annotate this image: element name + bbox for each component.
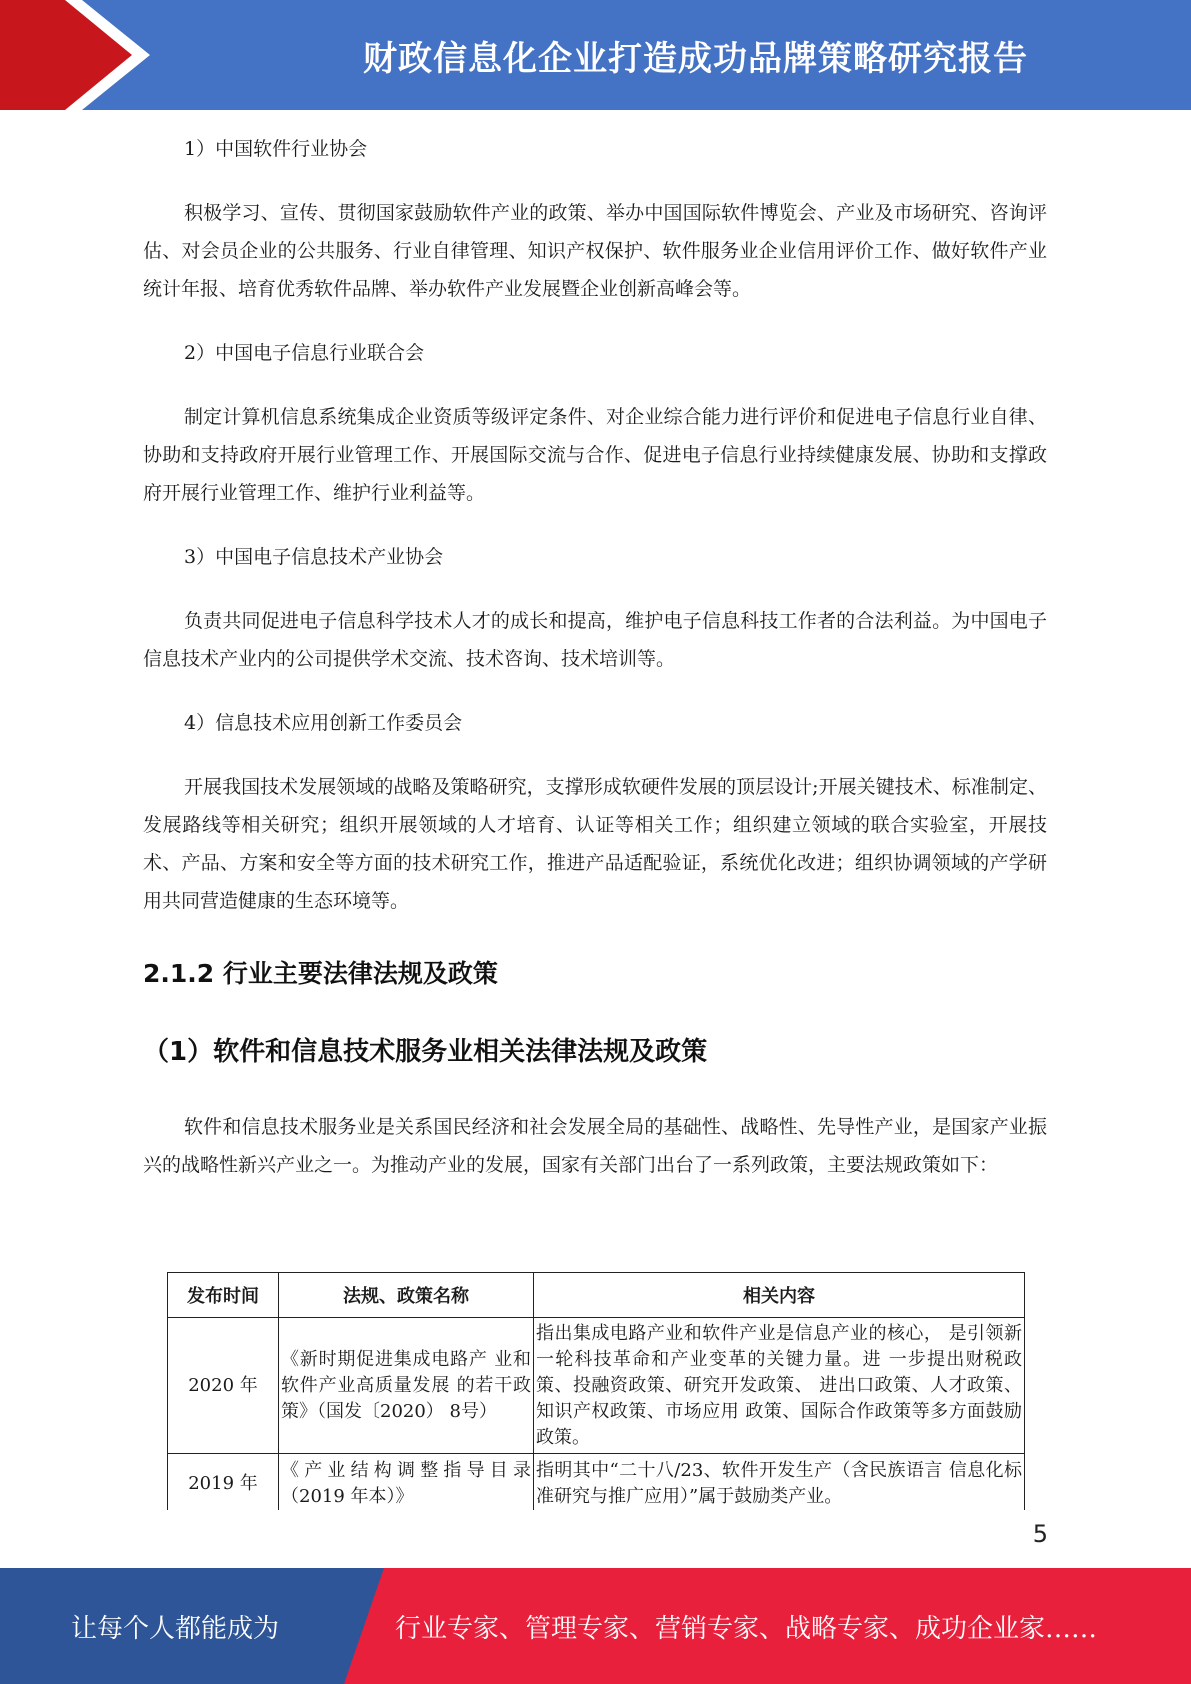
subsection-heading: （1）软件和信息技术服务业相关法律法规及政策 <box>143 1037 708 1067</box>
section-heading: 2.1.2 行业主要法律法规及政策 <box>143 959 498 988</box>
org3-title: 3）中国电子信息技术产业协会 <box>184 546 444 568</box>
org2-title: 2）中国电子信息行业联合会 <box>184 342 425 364</box>
header-content: 相关内容 <box>534 1273 1025 1318</box>
org3-body: 负责共同促进电子信息科学技术人才的成长和提高，维护电子信息科技工作者的合法利益。为中国电子信息技术产业内的公司提供学术交流、技术咨询、技术培训等。 <box>143 610 1047 670</box>
page-bottom-mask <box>150 1510 1050 1540</box>
footer-slogan-right: 行业专家、管理专家、营销专家、战略专家、成功企业家…… <box>395 1613 1098 1644</box>
table-header-row <box>168 1273 1025 1318</box>
policy-table <box>167 1272 1025 1514</box>
header-name: 法规、政策名称 <box>279 1273 534 1318</box>
row-year: 2019 年 <box>168 1454 279 1514</box>
org1-body: 积极学习、宣传、贯彻国家鼓励软件产业的政策、举办中国国际软件博览会、产业及市场研究、咨询评估、对会员企业的公共服务、行业自律管理、知识产权保护、软件服务业企业信用评价工作、做好软件产业统计年报、培育优秀软件品牌、举办软件产业发展暨企业创新高峰会等。 <box>143 202 1047 300</box>
org2-body: 制定计算机信息系统集成企业资质等级评定条件、对企业综合能力进行评价和促进电子信息行业自律、协助和支持政府开展行业管理工作、开展国际交流与合作、促进电子信息行业持续健康发展、协助和支撑政府开展行业管理工作、维护行业利益等。 <box>143 406 1047 504</box>
footer-slogan-left: 让每个人都能成为 <box>70 1613 279 1644</box>
header-year: 发布时间 <box>168 1273 279 1318</box>
row-year: 2020 年 <box>168 1318 279 1454</box>
page-number: 5 <box>1032 1520 1048 1548</box>
header-arrow-decoration <box>0 0 200 110</box>
org1-title: 1）中国软件行业协会 <box>184 138 368 160</box>
row-policy-name: 《产业结构调整指导目录（2019 年本）》 <box>279 1454 534 1514</box>
org4-body: 开展我国技术发展领域的战略及策略研究，支撑形成软硬件发展的顶层设计;开展关键技术、标准制定、发展路线等相关研究；组织开展领域的人才培育、认证等相关工作；组织建立领域的联合实验室，开展技术、产品、方案和安全等方面的技术研究工作，推进产品适配验证，系统优化改进；组织协调领域的产学研用共同营造健康的生态环境等。 <box>143 776 1047 912</box>
row-content: 指明其中“二十八/23、软件开发生产（含民族语言 信息化标准研究与推广应用）”属于鼓励类产业。 <box>534 1454 1025 1514</box>
row-content: 指出集成电路产业和软件产业是信息产业的核心， 是引领新一轮科技革命和产业变革的关键力量。进 一步提出财税政策、投融资政策、研究开发政策、 进出口政策、人才政策、知识产权政策、市场应用 政策、国际合作政策等多方面鼓励政策。 <box>534 1318 1025 1454</box>
table-row <box>168 1454 1025 1514</box>
report-title: 财政信息化企业打造成功品牌策略研究报告 <box>363 38 1028 79</box>
main-content <box>143 130 1047 1184</box>
table-row <box>168 1318 1025 1454</box>
org4-title: 4）信息技术应用创新工作委员会 <box>184 712 463 734</box>
footer-banner <box>0 1568 1191 1684</box>
row-policy-name: 《新时期促进集成电路产 业和软件产业高质量发展 的若干政策》（国发〔2020） 8号） <box>279 1318 534 1454</box>
intro-paragraph: 软件和信息技术服务业是关系国民经济和社会发展全局的基础性、战略性、先导性产业，是国家产业振兴的战略性新兴产业之一。为推动产业的发展，国家有关部门出台了一系列政策，主要法规政策如下： <box>143 1116 1047 1176</box>
header-banner <box>0 0 1191 110</box>
